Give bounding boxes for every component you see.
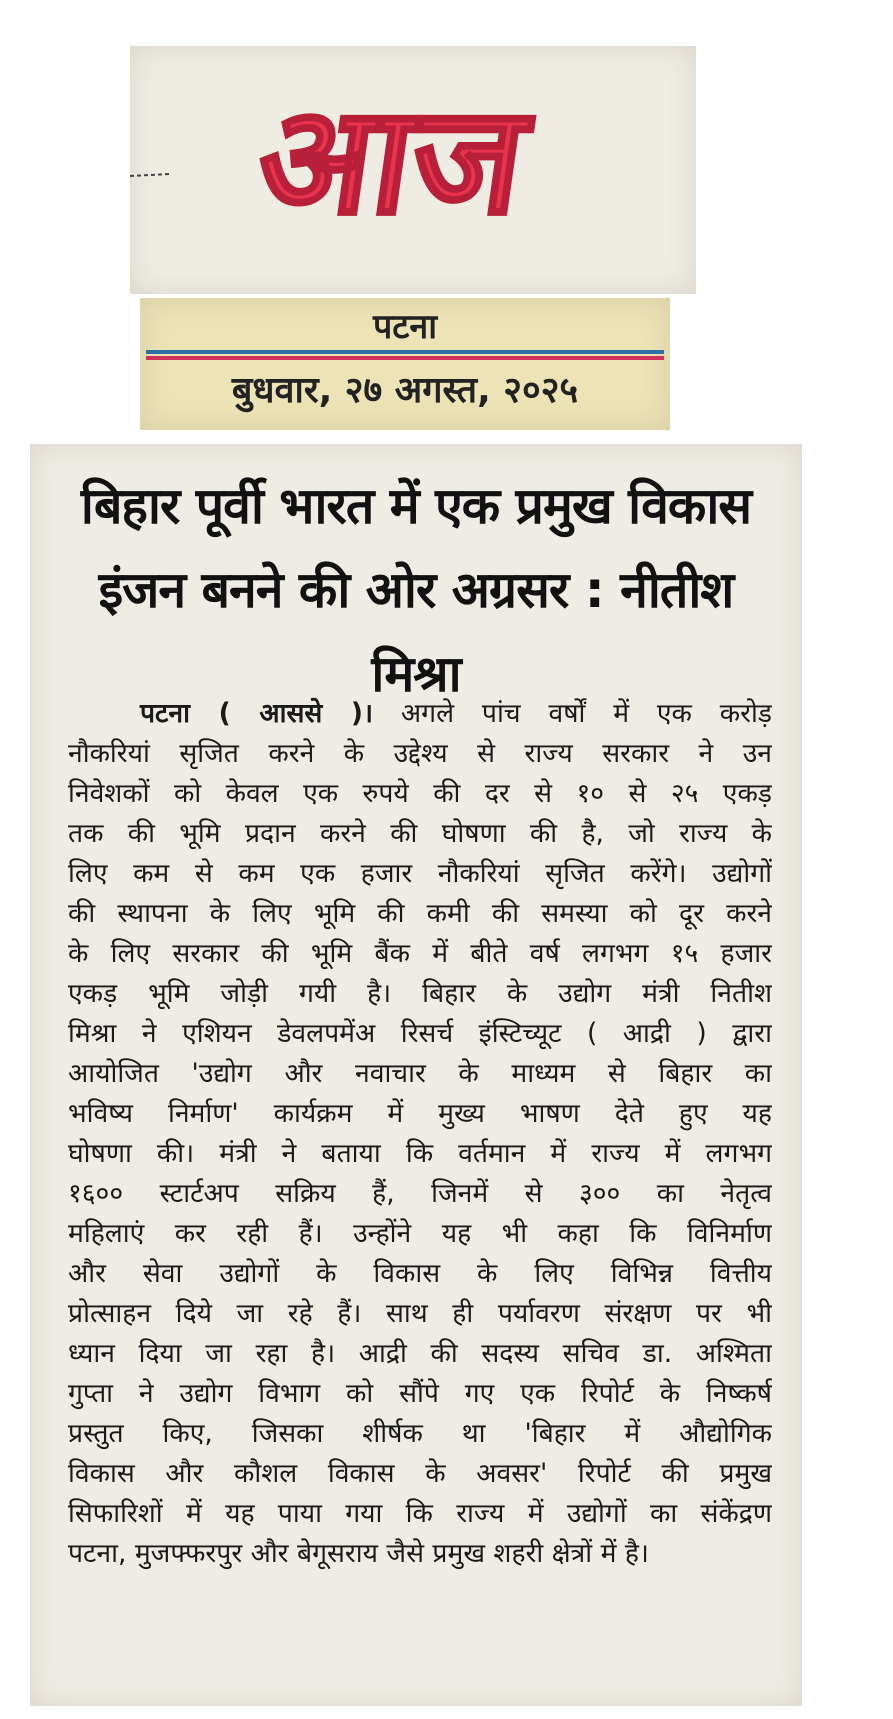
article-line-2: निवेशकों को केवल एक रुपये की दर से १० से २५ एकड़ bbox=[68, 778, 772, 809]
article-line-5: की स्थापना के लिए भूमि की कमी की समस्या को दूर करने bbox=[68, 898, 772, 929]
article-line-7: एकड़ भूमि जोड़ी गयी है। बिहार के उद्योग मंत्री नितीश bbox=[68, 978, 772, 1009]
article-line-12: १६०० स्टार्टअप सक्रिय हैं, जिनमें से ३०० का नेतृत्व bbox=[68, 1178, 772, 1209]
article-line-10: भविष्य निर्माण' कार्यक्रम में मुख्य भाषण देते हुए यह bbox=[68, 1098, 772, 1129]
newspaper-logo-text: आज bbox=[247, 72, 537, 248]
article-line-21: पटना, मुजफ्फरपुर और बेगूसराय जैसे प्रमुख शहरी क्षेत्रों में है। bbox=[68, 1538, 649, 1569]
divider-red bbox=[146, 356, 664, 360]
article-line-20: सिफारिशों में यह पाया गया कि राज्य में उद्योगों का संकेंद्रण bbox=[68, 1498, 772, 1529]
article-line-9: आयोजित 'उद्योग और नवाचार के माध्यम से बिहार का bbox=[68, 1058, 772, 1089]
publication-date: बुधवार, २७ अगस्त, २०२५ bbox=[231, 370, 579, 411]
article-line-6: के लिए सरकार की भूमि बैंक में बीते वर्ष लगभग १५ हजार bbox=[68, 938, 772, 969]
article-line-19: विकास और कौशल विकास के अवसर' रिपोर्ट की प्रमुख bbox=[68, 1458, 772, 1489]
article-line-18: प्रस्तुत किए, जिसका शीर्षक था 'बिहार में औद्योगिक bbox=[68, 1418, 772, 1449]
city-name: पटना bbox=[372, 307, 438, 347]
article-headline: बिहार पूर्वी भारत में एक प्रमुख विकास इंजन बनने की ओर अग्रसर : नीतीश मिश्रा bbox=[80, 477, 752, 703]
article-line-15: प्रोत्साहन दिये जा रहे हैं। साथ ही पर्यावरण संरक्षण पर भी bbox=[68, 1298, 772, 1329]
article-body bbox=[68, 694, 772, 1574]
article-line-3: तक की भूमि प्रदान करने की घोषणा की है, जो राज्य के bbox=[68, 818, 772, 849]
article-line-0: पटना ( आससे )। अगले पांच वर्षों में एक करोड़ bbox=[140, 698, 772, 729]
dateline-clipping bbox=[140, 298, 670, 430]
article-line-17: गुप्ता ने उद्योग विभाग को सौंपे गए एक रिपोर्ट के निष्कर्ष bbox=[68, 1378, 772, 1409]
newspaper-logo bbox=[130, 46, 696, 294]
article-line-1: नौकरियां सृजित करने के उद्देश्य से राज्य सरकार ने उन bbox=[68, 738, 772, 769]
article-line-16: ध्यान दिया जा रहा है। आद्री की सदस्य सचिव डा. अश्मिता bbox=[68, 1338, 772, 1369]
masthead-clipping bbox=[130, 46, 696, 294]
article-line-8: मिश्रा ने एशियन डेवलपमेंअ रिसर्च इंस्टिच्यूट ( आद्री ) द्वारा bbox=[68, 1018, 772, 1049]
article-line-14: और सेवा उद्योगों के विकास के लिए विभिन्न वित्तीय bbox=[68, 1258, 772, 1289]
article-dateline: पटना ( आससे )। bbox=[140, 698, 374, 729]
article-clipping bbox=[30, 444, 802, 1706]
article-line-11: घोषणा की। मंत्री ने बताया कि वर्तमान में राज्य में लगभग bbox=[68, 1138, 772, 1169]
article-line-13: महिलाएं कर रही हैं। उन्होंने यह भी कहा कि विनिर्माण bbox=[68, 1218, 772, 1249]
divider-blue bbox=[146, 350, 664, 354]
article-line-4: लिए कम से कम एक हजार नौकरियां सृजित करेंगे। उद्योगों bbox=[68, 858, 772, 889]
